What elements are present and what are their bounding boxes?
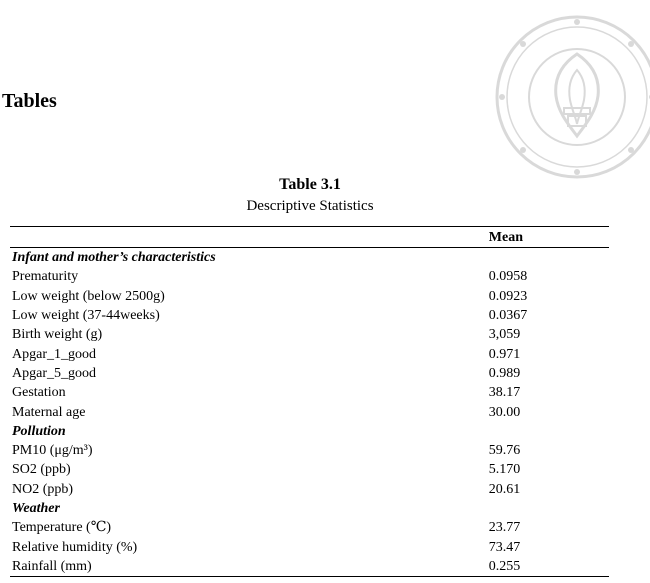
section-heading: Tables (2, 90, 57, 112)
table-subtitle: Descriptive Statistics (246, 198, 374, 214)
group-label: Weather (12, 501, 60, 516)
descriptive-statistics-table (10, 226, 609, 577)
table-row (10, 306, 609, 325)
variable-label: Apgar_5_good (12, 365, 96, 381)
table-row (10, 518, 609, 537)
table-row (10, 325, 609, 344)
table-row (10, 460, 609, 479)
table-row (10, 441, 609, 460)
variable-label: Low weight (37-44weeks) (12, 308, 160, 324)
table-row (10, 287, 609, 306)
table-row (10, 537, 609, 556)
group-label: Pollution (12, 423, 66, 439)
table-row (10, 402, 609, 421)
table-row (10, 480, 609, 499)
mean-value: 38.17 (488, 385, 521, 401)
table-row (10, 383, 609, 402)
variable-label: Relative humidity (%) (12, 539, 138, 555)
table-row (10, 364, 609, 383)
mean-value: 20.61 (488, 481, 521, 497)
variable-label: SO2 (ppb) (12, 462, 71, 478)
university-seal-watermark (492, 12, 650, 182)
mean-column-header: Mean (487, 227, 609, 248)
mean-value: 0.255 (487, 557, 609, 577)
group-header-row (10, 499, 609, 518)
mean-value: 0.971 (488, 346, 521, 362)
table-row (10, 557, 609, 577)
mean-value: 0.0923 (488, 288, 528, 304)
variable-label: Birth weight (g) (12, 327, 103, 343)
table-title: Table 3.1 (279, 176, 341, 193)
variable-label: NO2 (ppb) (12, 481, 74, 497)
variable-label: Low weight (below 2500g) (12, 288, 165, 304)
variable-label: Prematurity (12, 269, 79, 285)
group-header-row (10, 422, 609, 441)
group-label: Infant and mother’s characteristics (12, 250, 216, 266)
mean-value: 0.0958 (488, 269, 528, 285)
table-header-row (10, 227, 609, 248)
mean-value: 5.170 (488, 462, 521, 478)
mean-value: 30.00 (488, 404, 521, 420)
table-row (10, 344, 609, 363)
mean-value: 73.47 (488, 539, 521, 555)
table-row (10, 267, 609, 286)
variable-label: Temperature (℃) (12, 520, 112, 536)
mean-value: 3,059 (488, 327, 521, 343)
mean-value: 23.77 (488, 520, 521, 536)
variable-label: Rainfall (mm) (10, 557, 487, 577)
mean-value: 0.0367 (488, 308, 528, 324)
mean-value: 59.76 (488, 443, 521, 459)
mean-value: 0.989 (488, 365, 521, 381)
group-header-row (10, 248, 609, 268)
variable-label: Gestation (12, 385, 66, 401)
variable-column-header (10, 227, 487, 248)
variable-label: PM10 (μg/m³) (12, 443, 93, 459)
variable-label: Maternal age (12, 404, 86, 420)
variable-label: Apgar_1_good (12, 346, 96, 362)
